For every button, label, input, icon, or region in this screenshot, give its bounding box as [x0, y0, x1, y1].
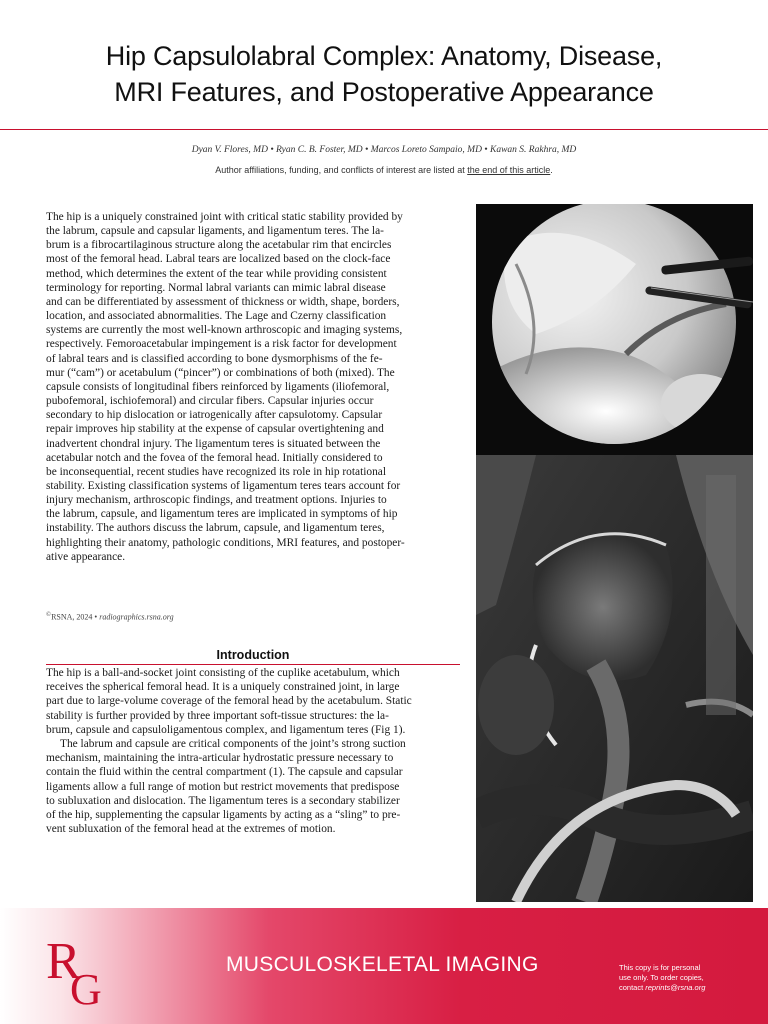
abstract-line: secondary to hip dislocation or iatrogenically after capsulotomy. Capsular — [46, 409, 383, 422]
abstract-line: respectively. Femoroacetabular impingement is a risk factor for development — [46, 338, 397, 351]
logo-letter-g: G — [70, 965, 102, 1008]
arthroscopy-image — [476, 204, 753, 455]
section-label: MUSCULOSKELETAL IMAGING — [226, 953, 539, 976]
abstract-line: method, which determines the extent of the tear while providing consistent — [46, 267, 387, 280]
title-divider — [0, 129, 768, 130]
intro-line: The hip is a ball-and-socket joint consisting of the cuplike acetabulum, which — [46, 667, 400, 679]
affiliation-suffix: . — [550, 165, 553, 175]
abstract-line: most of the femoral head. Labral tears are localized based on the clock-face — [46, 253, 391, 266]
mri-illustration — [476, 455, 753, 902]
abstract-line: highlighting their anatomy, pathologic conditions, MRI features, and postoper- — [46, 536, 405, 549]
abstract — [46, 210, 460, 564]
affiliation-note — [0, 165, 768, 175]
affiliation-prefix: Author affiliations, funding, and conflicts of interest are listed at — [215, 165, 468, 175]
author-list: Dyan V. Flores, MD • Ryan C. B. Foster, MD • Marcos Loreto Sampaio, MD • Kawan S. Rakhra, MD — [191, 145, 577, 155]
intro-line: to subluxation and dislocation. The ligamentum teres is a secondary stabilizer — [46, 794, 400, 807]
intro-line: stability is further provided by three important soft-tissue structures: the la- — [46, 709, 389, 722]
intro-line: brum, capsule and capsuloligamentous complex, and ligamentum teres (Fig 1). — [46, 723, 406, 736]
abstract-line: repair improves hip stability at the expense of capsular overtightening and — [46, 423, 384, 436]
abstract-line: instability. The authors discuss the labrum, capsule, and ligamentum teres, — [46, 522, 385, 535]
journal-site: radiographics.rsna.org — [99, 612, 174, 622]
logo-letter-r: R — [46, 933, 81, 990]
section-heading-introduction: Introduction — [216, 648, 290, 662]
abstract-line: acetabular notch and the fovea of the femoral head. Initially considered to — [46, 451, 383, 464]
abstract-line: The hip is a uniquely constrained joint with critical static stability provided by — [46, 211, 403, 223]
intro-line: of the hip, supplementing the capsular ligaments by acting as a “sling” to pre- — [46, 809, 401, 822]
introduction-body — [46, 666, 462, 836]
copyright-line — [46, 611, 174, 622]
intro-paragraph-1 — [46, 666, 462, 737]
intro-line: part due to large-volume coverage of the femoral head by the acetabulum. Static — [46, 695, 412, 708]
notice-line: This copy is for personal — [619, 963, 701, 972]
abstract-line: be inconsequential, recent studies have recognized its role in hip rotational — [46, 465, 387, 478]
mri-image — [476, 455, 753, 902]
notice-line: use only. To order copies, — [619, 973, 704, 982]
abstract-line: ative appearance. — [46, 550, 126, 563]
arthroscopy-illustration — [476, 204, 753, 455]
intro-paragraph-2 — [46, 737, 462, 836]
copyright-symbol: © — [46, 611, 52, 618]
radiographics-logo — [44, 928, 110, 1008]
abstract-line: the labrum, capsule and capsular ligaments, and ligamentum teres. The la- — [46, 225, 384, 238]
copyright-text: RSNA, 2024 • — [51, 612, 100, 622]
abstract-line: systems are currently the most well-known arthroscopic and imaging systems, — [46, 324, 403, 337]
intro-line: vent subluxation of the femoral head at the extremes of motion. — [46, 823, 336, 836]
abstract-line: inadvertent chondral injury. The ligamentum teres is situated between the — [46, 437, 381, 450]
notice-contact-prefix: contact — [619, 983, 646, 992]
title-line-1: Hip Capsulolabral Complex: Anatomy, Disease, — [105, 41, 663, 71]
introduction-divider — [46, 664, 460, 665]
abstract-line: stability. Existing classification systems of ligamentum teres tears account for — [46, 479, 401, 492]
abstract-line: the labrum, capsule, and ligamentum teres are implicated in symptoms of hip — [46, 508, 398, 521]
abstract-line: capsule consists of longitudinal fibers reinforced by ligaments (iliofemoral, — [46, 380, 390, 393]
abstract-line: injury mechanism, arthroscopic findings, and treatment options. Injuries to — [46, 494, 387, 507]
abstract-line: pubofemoral, ischiofemoral) and circular fibers. Capsular injuries occur — [46, 395, 374, 408]
abstract-line: of labral tears and is classified according to bone dysmorphisms of the fe- — [46, 352, 383, 365]
intro-line: contain the fluid within the central compartment (1). The capsule and capsular — [46, 766, 403, 779]
abstract-line: location, and associated abnormalities. The Lage and Czerny classification — [46, 310, 387, 323]
title-line-2: MRI Features, and Postoperative Appearance — [114, 77, 654, 107]
intro-line: receives the spherical femoral head. It is a uniquely constrained joint, in large — [46, 681, 400, 694]
intro-line: ligaments allow a full range of motion but restrict movements that predispose — [46, 780, 400, 793]
abstract-line: terminology for reporting. Normal labral variants can mimic labral disease — [46, 281, 386, 294]
abstract-line: mur (“cam”) or acetabulum (“pincer”) or combinations of both (mixed). The — [46, 366, 395, 379]
article-title — [0, 38, 768, 110]
intro-line: The labrum and capsule are critical components of the joint’s strong suction — [60, 738, 406, 751]
end-of-article-link[interactable]: the end of this article — [467, 165, 551, 175]
notice-contact — [619, 983, 739, 993]
reprints-email-link[interactable]: reprints@rsna.org — [645, 983, 706, 992]
reprint-notice — [619, 963, 739, 993]
intro-line: mechanism, maintaining the intra-articular hydrostatic pressure necessary to — [46, 752, 394, 765]
abstract-line: brum is a fibrocartilaginous structure along the acetabular rim that encircles — [46, 239, 392, 252]
abstract-line: and can be differentiated by assessment of thickness or width, shape, borders, — [46, 295, 400, 308]
